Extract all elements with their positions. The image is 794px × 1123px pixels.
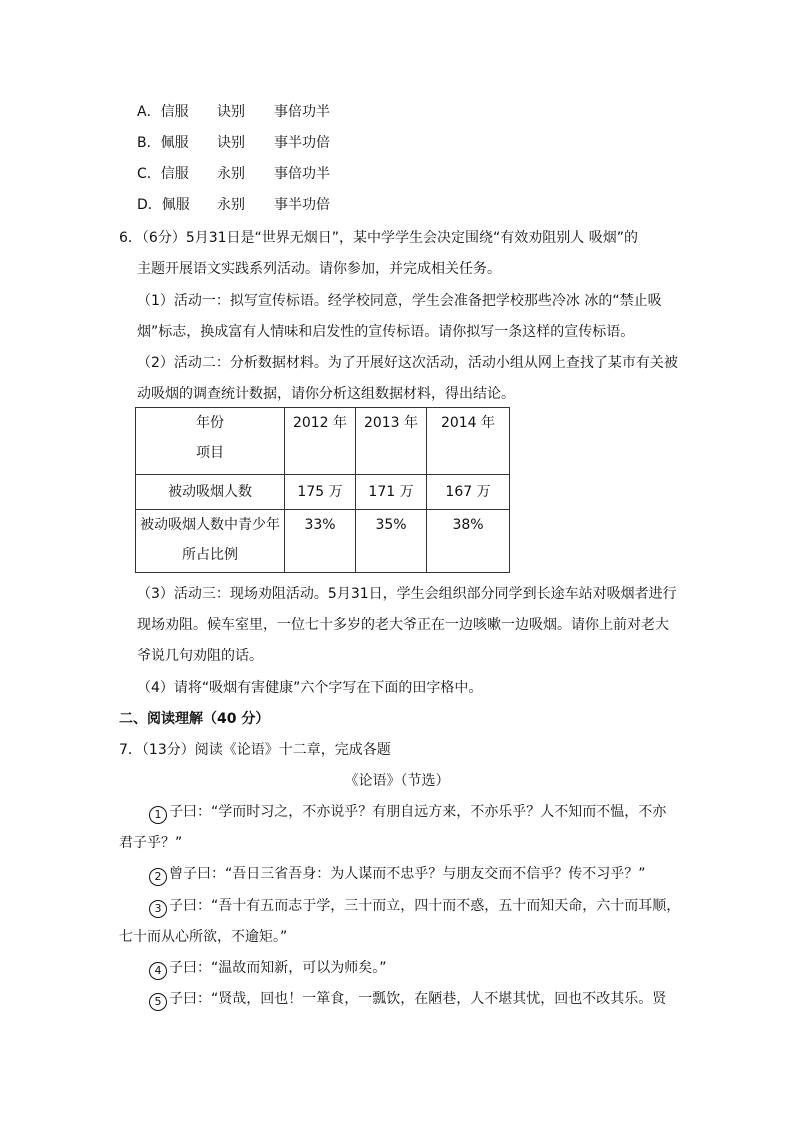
table-header-cell <box>136 408 285 475</box>
option-d <box>137 195 330 215</box>
smoking-data-table <box>135 407 510 573</box>
q6-activity4: （4）请将“吸烟有害健康”六个字写在下面的田字格中。 <box>137 680 483 696</box>
table-row <box>136 510 510 573</box>
passage-item-1 <box>149 802 666 824</box>
row1-value-2012: 175 万 <box>285 475 356 510</box>
year-2012: 2012 年 <box>285 408 356 475</box>
row1-value-2013: 171 万 <box>356 475 427 510</box>
passage-item-3 <box>149 896 680 918</box>
item-number: 2 <box>149 868 167 886</box>
option-b-word2: 诀别 <box>217 135 245 151</box>
option-c-word3: 事倍功半 <box>274 166 330 182</box>
item-number: 4 <box>149 962 167 980</box>
passage-item-5 <box>149 989 666 1011</box>
option-c <box>137 164 330 184</box>
q6-activity3-line1: （3）活动三：现场劝阻活动。5月31日，学生会组织部分同学到长途车站对吸烟者进行 <box>137 586 677 602</box>
option-c-word2: 永别 <box>217 166 245 182</box>
row2-label <box>136 510 285 573</box>
passage-title: 《论语》（节选） <box>344 773 450 789</box>
row2-label-line2: 所占比例 <box>182 547 238 563</box>
item-text: 曾子曰：“吾日三省吾身：为人谋而不忠乎？与朋友交而不信乎？传不习乎？” <box>169 866 646 882</box>
item-number: 5 <box>149 993 167 1011</box>
option-b-word3: 事半功倍 <box>274 135 330 151</box>
passage-item-1-cont: 君子乎？” <box>119 835 183 851</box>
q6-activity2-line2: 动吸烟的调查统计数据，请你分析这组数据材料，得出结论。 <box>137 386 515 402</box>
passage-item-4 <box>149 958 387 980</box>
option-c-label: C．信服 <box>137 166 189 182</box>
row1-value-2014: 167 万 <box>427 475 510 510</box>
item-number: 3 <box>149 900 167 918</box>
option-a <box>137 102 330 122</box>
option-a-word3: 事倍功半 <box>274 104 330 120</box>
row2-label-line1: 被动吸烟人数中青少年 <box>140 517 280 533</box>
year-2013: 2013 年 <box>356 408 427 475</box>
q6-line1: 6．（6分）5月31日是“世界无烟日”，某中学学生会决定围绕“有效劝阻别人 吸烟”的 <box>119 230 638 246</box>
option-a-word2: 诀别 <box>217 104 245 120</box>
header-year: 年份 <box>196 415 224 431</box>
q6-activity2-line1: （2）活动二：分析数据材料。为了开展好这次活动，活动小组从网上查找了某市有关被 <box>137 355 678 371</box>
table-row <box>136 475 510 510</box>
row1-label: 被动吸烟人数 <box>136 475 285 510</box>
section-heading: 二、阅读理解（40 分） <box>119 711 270 727</box>
passage-item-2 <box>149 864 646 886</box>
option-a-label: A．信服 <box>137 104 189 120</box>
row2-value-2013: 35% <box>356 510 427 573</box>
item-text: 子曰：“温故而知新，可以为师矣。” <box>169 960 387 976</box>
item-number: 1 <box>149 806 167 824</box>
q6-activity1-line1: （1）活动一：拟写宣传标语。经学校同意，学生会准备把学校那些冷冰 冰的“禁止吸 <box>137 293 662 309</box>
header-item: 项目 <box>196 445 224 461</box>
q7-line1: 7．（13分）阅读《论语》十二章，完成各题 <box>119 742 391 758</box>
passage-item-3-cont: 七十而从心所欲，不逾矩。” <box>119 929 288 945</box>
q6-activity1-line2: 烟”标志，换成富有人情味和启发性的宣传标语。请你拟写一条这样的宣传标语。 <box>137 324 635 340</box>
option-b-label: B．佩服 <box>137 135 189 151</box>
q6-line2: 主题开展语文实践系列活动。请你参加，并完成相关任务。 <box>137 261 501 277</box>
item-text: 子曰：“贤哉，回也！一箪食，一瓢饮，在陋巷，人不堪其忧，回也不改其乐。贤 <box>169 991 667 1007</box>
q6-activity3-line3: 爷说几句劝阻的话。 <box>137 648 263 664</box>
option-d-word3: 事半功倍 <box>274 197 330 213</box>
option-d-label: D．佩服 <box>137 197 190 213</box>
item-text: 子曰：“吾十有五而志于学，三十而立，四十而不惑，五十而知天命，六十而耳顺， <box>169 898 681 914</box>
item-text: 子曰：“学而时习之，不亦说乎？有朋自远方来，不亦乐乎？人不知而不愠，不亦 <box>169 804 667 820</box>
table-row <box>136 408 510 475</box>
row2-value-2014: 38% <box>427 510 510 573</box>
row2-value-2012: 33% <box>285 510 356 573</box>
option-d-word2: 永别 <box>217 197 245 213</box>
q6-activity3-line2: 现场劝阻。候车室里，一位七十多岁的老大爷正在一边咳嗽一边吸烟。请你上前对老大 <box>137 617 669 633</box>
year-2014: 2014 年 <box>427 408 510 475</box>
option-b <box>137 133 330 153</box>
